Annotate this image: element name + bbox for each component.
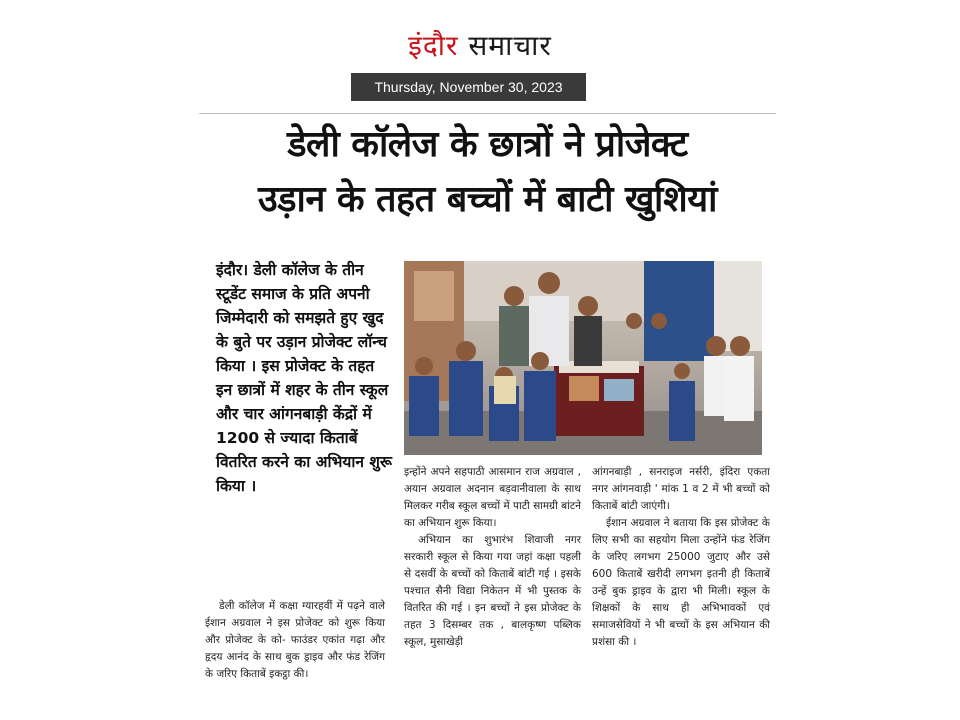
news-photo	[404, 261, 762, 455]
paragraph: अभियान का शुभारंभ शिवाजी नगर सरकारी स्कूल से किया गया जहां कक्षा पहली से दसवीं के बच्चों को किताबें बांटी गई । इसके पश्चात सैनी विद्या निकेतन में भी पुस्तक के वितरित की गई । इन बच्चों ने इस प्रोजेक्ट के तहत 3 दिसम्बर तक , बालकृष्ण पब्लिक स्कूल, मुसाखेड़ी	[404, 534, 581, 648]
masthead-city: इंदौर	[408, 29, 459, 62]
column-3	[592, 464, 770, 651]
masthead	[0, 26, 960, 64]
headline-line-2: उड़ान के तहत बच्चों में बाटी खुशियां	[258, 179, 717, 220]
headline	[199, 117, 776, 227]
headline-line-1: डेली कॉलेज के छात्रों ने प्रोजेक्ट	[287, 124, 688, 165]
divider	[199, 113, 776, 114]
column-1	[205, 598, 385, 683]
paragraph: इन्होंने अपने सहपाठी आसमान राज अग्रवाल , अयान अग्रवाल अदनान बड़वानीवाला के साथ मिलकर गरीब स्कूल बच्चों में पाटी सामग्री बांटने का अभियान शुरू किया।	[404, 466, 581, 529]
lede-paragraph: इंदौर। डेली कॉलेज के तीन स्टूडेंट समाज के प्रति अपनी जिम्मेदारी को समझते हुए खुद के बुते पर उड़ान प्रोजेक्ट लॉन्च किया । इस प्रोजेक्ट के तहत इन छात्रों में शहर के तीन स्कूल और चार आंगनबाड़ी केंद्रों में 1200 से ज्यादा किताबें वितरित करने का अभियान शुरू किया ।	[216, 261, 392, 495]
column-2	[404, 464, 581, 651]
masthead-news: समाचार	[468, 29, 552, 62]
paragraph: ईशान अग्रवाल ने बताया कि इस प्रोजेक्ट के लिए सभी का सहयोग मिला उन्होंने फंड रेजिंग के जरिए लगभग 25000 जुटाए और उसे 600 किताबें खरीदी लगभग इतनी ही किताबें उन्हें बुक ड्राइव के द्वारा भी मिली। स्कूल के शिक्षकों के साथ ही अभिभावकों एवं समाजसेवियों ने भी बच्चों के इस अभियान की प्रशंसा की ।	[592, 517, 770, 648]
paragraph: डेली कॉलेज में कक्षा ग्यारहवीं में पढ़ने वाले ईशान अग्रवाल ने इस प्रोजेक्ट को शुरू किया और प्रोजेक्ट के को- फाउंडर एकांत गढ़ा और हृदय आनंद के साथ बुक ड्राइव और फंड रेजिंग के जरिए किताबें इकट्ठा की।	[205, 600, 385, 680]
photo-illustration	[404, 261, 762, 455]
paragraph: आंगनबाड़ी , सनराइज नर्सरी, इंदिरा एकता नगर आंगनवाड़ी ' मांक 1 व 2 में भी बच्चों को किताबें बांटी जाएंगी।	[592, 466, 770, 512]
date-badge: Thursday, November 30, 2023	[351, 73, 586, 101]
